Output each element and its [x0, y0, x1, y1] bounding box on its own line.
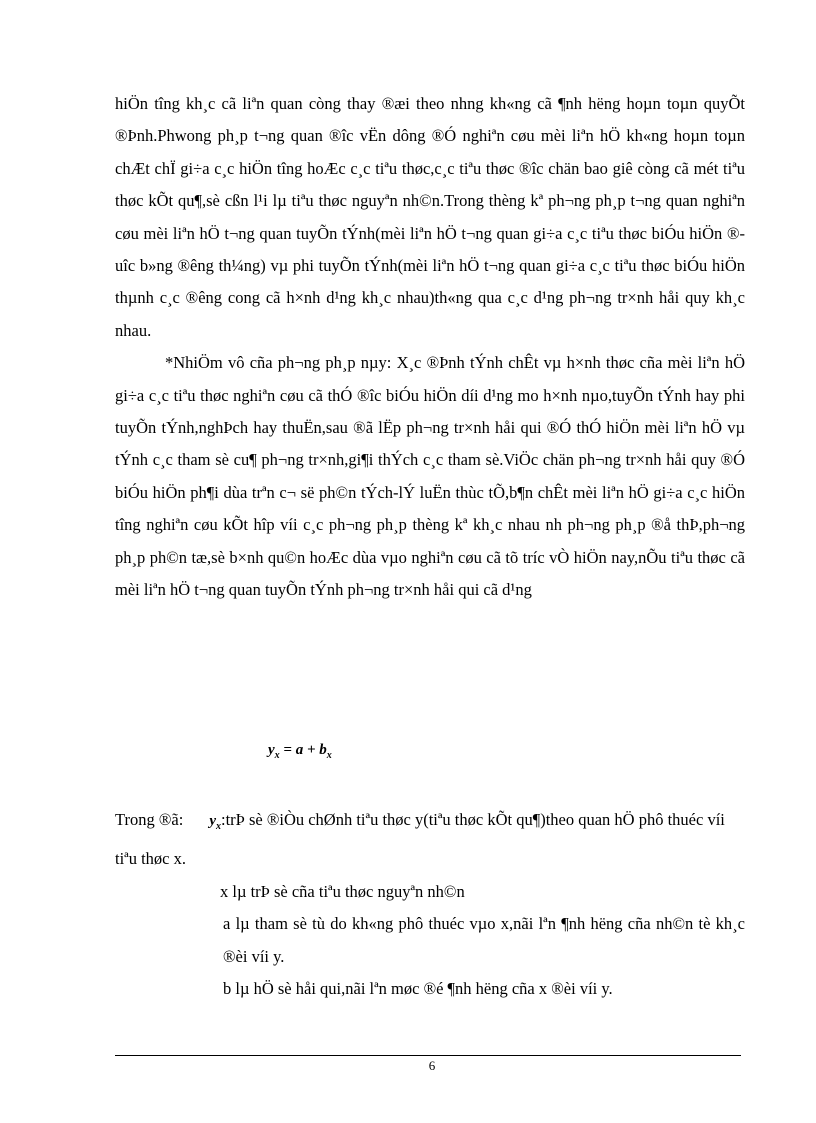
formula-rhs-subscript: x	[326, 750, 332, 761]
definition-y-text: :trÞ sè ®iÒu chØnh tiªu thøc y(tiªu thøc kÕt qu¶)theo quan hÖ phô thuéc víi tiªu thøc x.	[115, 810, 725, 869]
formula-rhs: = a + b	[279, 742, 327, 758]
formula-lhs: y	[268, 742, 275, 758]
definition-intro: Trong ®ã:	[115, 810, 184, 829]
formula-definitions	[115, 804, 745, 1005]
definition-y	[115, 804, 745, 876]
formula-lhs-subscript: x	[274, 750, 280, 761]
paragraph-method-task: *NhiÖm vô cña ph¬ng ph¸p nµy: X¸c ®Þnh tÝnh chÊt vµ h×nh thøc cña mèi liªn hÖ gi÷a c¸c tiªu thøc nghiªn cøu cã thÓ ®îc biÓu hiÖn díi d¹ng mo h×nh nµo,tuyÕn tÝnh hay phi tuyÕn tÝnh,nghÞch hay thuËn,sau ®ã lËp ph¬ng tr×nh håi qui ®Ó thÓ hiÖn mèi liªn hÖ vµ tÝnh c¸c tham sè cu¶ ph¬ng tr×nh,gi¶i thÝch c¸c tham sè.ViÖc chän ph¬ng tr×nh håi quy ®Ó biÓu hiÖn ph¶i dùa trªn c¬ së ph©n tÝch-lÝ luËn thùc tÕ,b¶n chÊt mèi liªn hÖ gi÷a c¸c hiÖn tîng nghiªn cøu kÕt hîp víi c¸c ph¬ng ph¸p thèng kª kh¸c nhau nh ph¬ng ph¸p ®å thÞ,ph¬ng ph¸p ph©n tæ,sè b×nh qu©n hoÆc dùa vµo nghiªn cøu cã tõ tríc vÒ hiÖn nay,nÕu tiªu thøc cã mèi liªn hÖ t¬ng quan tuyÕn tÝnh ph¬ng tr×nh håi qui cã d¹ng	[115, 353, 745, 600]
definition-b: b lµ hÖ sè håi qui,nãi lªn møc ®é ¶nh hëng cña x ®èi víi y.	[223, 979, 613, 999]
footer-rule	[115, 1055, 741, 1056]
definition-y-symbol: $y_x$	[209, 813, 221, 832]
page-number: 6	[428, 1058, 436, 1073]
paragraph-correlation-method: hiÖn tîng kh¸c cã liªn quan còng thay ®æi theo nhng kh«ng cã ¶nh hëng hoµn toµn quyÕt ®Þnh.Phwong ph¸p t¬ng quan ®îc vËn dông ®Ó nghiªn cøu mèi liªn hÖ kh«ng hoµn toµn chÆt chÏ gi÷a c¸c hiÖn tîng hoÆc c¸c tiªu thøc,c¸c tiªu thøc ®îc chän bao giê còng cã mét tiªu thøc kÕt qu¶,sè cßn l¹i lµ tiªu thøc nguyªn nh©n.Trong thèng kª ph¬ng ph¸p t¬ng quan nghiªn cøu mèi liªn hÖ t¬ng quan tuyÕn tÝnh(mèi liªn hÖ t¬ng quan gi÷a c¸c tiªu thøc biÓu hiÖn ®uîc b»ng ®êng th¼ng) vµ phi tuyÕn tÝnh(mèi liªn hÖ t¬ng quan gi÷a c¸c tiªu thøc biÓu hiÖn thµnh c¸c ®êng cong cã h×nh d¹ng kh¸c nhau)th«ng qua c¸c d¹ng ph¬ng tr×nh håi quy kh¸c nhau.	[115, 94, 745, 340]
definition-a: a lµ tham sè tù do kh«ng phô thuéc vµo x,nãi lªn ¶nh hëng cña nh©n tè kh¸c ®èi víi y.	[223, 914, 745, 966]
definition-x: x lµ trÞ sè cña tiªu thøc nguyªn nh©n	[220, 881, 465, 901]
regression-formula	[268, 742, 332, 761]
body-text	[115, 88, 745, 607]
